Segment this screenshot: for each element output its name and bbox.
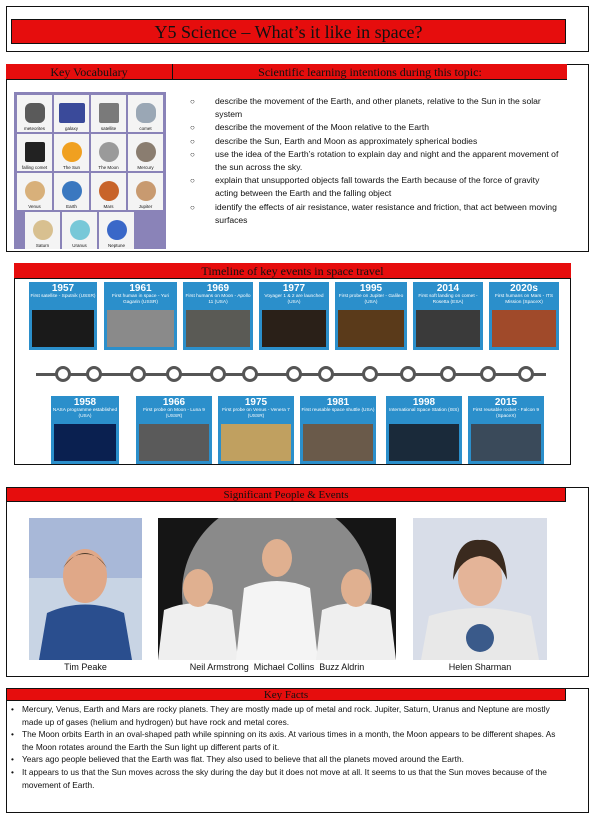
timeline-card: [300, 396, 376, 464]
timeline-text: First human in space - Yuri Gagarin (USSR): [112, 294, 169, 305]
timeline-text: First probe on Moon - Luna 9 (USSR): [143, 408, 205, 419]
vocab-card: [54, 173, 89, 210]
galileo-image: [338, 310, 404, 347]
timeline-card: [413, 282, 483, 350]
apollo-11-crew-photo: [158, 518, 396, 660]
vocab-label: Mercury: [137, 165, 154, 170]
timeline-card: [489, 282, 559, 350]
venus-image: [25, 181, 45, 201]
galaxy-image: [59, 103, 85, 123]
people-heading: Significant People & Events: [6, 487, 566, 502]
falcon-9-image: [471, 424, 541, 461]
objective-item: ○ identify the effects of air resistance, water resistance and friction, that act between moving surfaces: [190, 201, 560, 227]
vocab-label: Mars: [103, 204, 114, 209]
fact-item: • It appears to us that the Sun moves across the sky during the day but it does not move at all. It seems to us that the Sun moves because of the movement of Earth.: [10, 766, 562, 791]
fact-item: • Years ago people believed that the Earth was flat. They also used to believe that all the planets moved around the Earth.: [10, 753, 562, 766]
vocab-label: meteorites: [23, 126, 45, 131]
helen-sharman-photo: [413, 518, 547, 660]
meteorites-image: [25, 103, 45, 123]
vocab-card: [17, 134, 52, 171]
timeline-year: 2020s: [510, 283, 538, 294]
timeline-text: First humans on Moon - Apollo 11 (USA): [185, 294, 251, 305]
timeline-text: NASA programme established (USA): [52, 408, 118, 419]
sun-image: [62, 142, 82, 162]
timeline-year: 1981: [326, 397, 350, 408]
vocab-card: [128, 95, 163, 132]
caption-helen-sharman: Helen Sharman: [448, 662, 512, 672]
timeline-node: [210, 366, 226, 382]
timeline-card: [335, 282, 407, 350]
mars-mission-image: [492, 310, 556, 347]
timeline-year: 1998: [412, 397, 436, 408]
rosetta-image: [416, 310, 480, 347]
timeline-node: [480, 366, 496, 382]
timeline-node: [286, 366, 302, 382]
vocab-label: The Moon: [98, 165, 119, 170]
timeline-node: [518, 366, 534, 382]
timeline-text: First probe on Venus - Venera 7 (USSR): [222, 408, 290, 419]
timeline-text: First satellite - Sputnik (USSR): [30, 294, 96, 299]
timeline-year: 2014: [436, 283, 460, 294]
vocab-label: Saturn: [35, 243, 50, 248]
vocab-label: Earth: [66, 204, 77, 209]
timeline-text: First soft landing on comet - Rosetta (ESA): [418, 294, 478, 305]
vocab-card: [54, 134, 89, 171]
timeline-text: First humans on Mars - ITS Mission (SpaceX): [494, 294, 554, 305]
vocab-label: The Sun: [62, 165, 80, 170]
timeline-text: First probe on Jupiter - Galileo (USA): [338, 294, 404, 305]
falling-comet-image: [25, 142, 45, 162]
vocab-heading: Key Vocabulary: [6, 64, 173, 80]
vocab-card: [128, 173, 163, 210]
objective-item: ○ describe the movement of the Earth, and other planets, relative to the Sun in the solar system: [190, 95, 560, 121]
timeline-card: [259, 282, 329, 350]
voyager-image: [262, 310, 326, 347]
objective-item: ○ describe the movement of the Moon relative to the Earth: [190, 121, 560, 134]
vocab-label: comet: [139, 126, 152, 131]
caption-tim-peake: Tim Peake: [64, 662, 107, 672]
iss-image: [389, 424, 459, 461]
timeline-node: [86, 366, 102, 382]
timeline-year: 1957: [51, 283, 75, 294]
objective-item: ○ use the idea of the Earth’s rotation to explain day and night and the apparent movement of the sun across the sky.: [190, 148, 560, 174]
earth-image: [62, 181, 82, 201]
venera-image: [221, 424, 291, 461]
vocab-label: Neptune: [107, 243, 125, 248]
timeline-card: [136, 396, 212, 464]
timeline-card: [51, 396, 119, 464]
timeline-node: [166, 366, 182, 382]
timeline-text: Voyager 1 & 2 are launched (USA): [264, 294, 324, 305]
timeline-node: [318, 366, 334, 382]
timeline-node: [130, 366, 146, 382]
vocab-label: galaxy: [64, 126, 78, 131]
facts-list: [10, 703, 562, 791]
caption-apollo-11-crew: Neil Armstrong Michael Collins Buzz Aldrin: [189, 662, 365, 672]
vocab-card: [17, 173, 52, 210]
vocab-card: [91, 95, 126, 132]
timeline-node: [440, 366, 456, 382]
timeline-node: [55, 366, 71, 382]
vocab-card: [99, 212, 134, 249]
timeline-year: 1958: [73, 397, 97, 408]
mars-image: [99, 181, 119, 201]
timeline-card: [183, 282, 253, 350]
jupiter-image: [136, 181, 156, 201]
objectives-list: [190, 95, 560, 227]
vocab-label: falling comet: [21, 165, 48, 170]
fact-item: • The Moon orbits Earth in an oval-shaped path while spinning on its axis. At various times in a month, the Moon appears to be different shapes. As the Moon rotates around the Earth the Sun light up different parts of it.: [10, 728, 562, 753]
timeline-year: 1969: [206, 283, 230, 294]
timeline-year: 1961: [129, 283, 152, 294]
timeline-card: [386, 396, 462, 464]
vocab-label: Uranus: [72, 243, 87, 248]
vocab-label: satellite: [100, 126, 117, 131]
vocab-card: [25, 212, 60, 249]
apollo-11-image: [186, 310, 250, 347]
timeline-year: 1977: [282, 283, 306, 294]
neptune-image: [107, 220, 127, 240]
timeline-year: 1995: [359, 283, 383, 294]
uranus-image: [70, 220, 90, 240]
tim-peake-photo: [29, 518, 142, 660]
timeline-year: 1975: [244, 397, 268, 408]
timeline-text: First reusable space shuttle (USA): [301, 408, 375, 413]
vocab-card: [91, 134, 126, 171]
nasa-logo-image: [54, 424, 116, 461]
gagarin-image: [107, 310, 174, 347]
timeline-text: First reusable rocket - Falcon 9 (SpaceX): [472, 408, 540, 419]
mercury-image: [136, 142, 156, 162]
timeline-node: [400, 366, 416, 382]
timeline-card: [218, 396, 294, 464]
vocab-card: [91, 173, 126, 210]
vocab-label: Jupiter: [138, 204, 153, 209]
sputnik-image: [32, 310, 94, 347]
satellite-image: [99, 103, 119, 123]
vocab-card: [128, 134, 163, 171]
timeline-year: 1966: [162, 397, 186, 408]
timeline-node: [362, 366, 378, 382]
facts-heading: Key Facts: [6, 688, 566, 701]
objective-item: ○ describe the Sun, Earth and Moon as approximately spherical bodies: [190, 135, 560, 148]
luna-9-image: [139, 424, 209, 461]
objectives-heading: Scientific learning intentions during this topic:: [173, 64, 567, 80]
saturn-image: [33, 220, 53, 240]
timeline-card: [104, 282, 177, 350]
vocab-card: [62, 212, 97, 249]
timeline-year: 2015: [494, 397, 518, 408]
comet-image: [136, 103, 156, 123]
moon-image: [99, 142, 119, 162]
fact-item: • Mercury, Venus, Earth and Mars are rocky planets. They are mostly made up of metal and rock. Jupiter, Saturn, Uranus and Neptune are mostly made up of gases (helium and hydrogen) but have rock and metal cores.: [10, 703, 562, 728]
vocab-grid: [14, 92, 166, 249]
timeline-heading: Timeline of key events in space travel: [14, 263, 571, 279]
timeline-text: International Space Station (ISS): [389, 408, 459, 413]
timeline-card: [29, 282, 97, 350]
vocab-card: [17, 95, 52, 132]
vocab-card: [54, 95, 89, 132]
timeline-node: [242, 366, 258, 382]
vocab-label: Venus: [28, 204, 41, 209]
shuttle-image: [303, 424, 373, 461]
objective-item: ○ explain that unsupported objects fall towards the Earth because of the force of gravity acting between the Earth and the falling object: [190, 174, 560, 200]
page-title: Y5 Science – What’s it like in space?: [11, 19, 566, 44]
timeline-card: [468, 396, 544, 464]
